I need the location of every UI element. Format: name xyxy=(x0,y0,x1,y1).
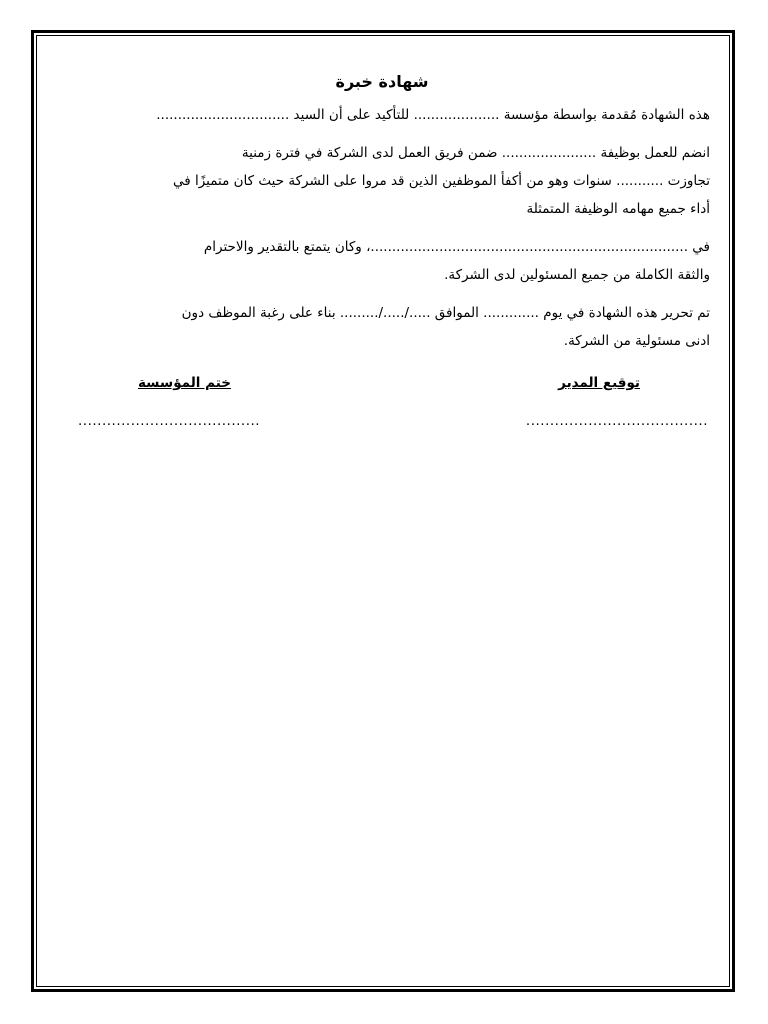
text-line: هذه الشهادة مُقدمة بواسطة مؤسسة .................... للتأكيد على أن السيد ............................... xyxy=(156,107,710,123)
company-stamp-line: ...................................... xyxy=(78,413,261,429)
manager-signature-label: توقيع المدير xyxy=(558,375,640,391)
text-line: تم تحرير هذه الشهادة في يوم ............. الموافق ...../...../......... بناء على رغبة الموظف دون xyxy=(181,305,710,321)
certificate-body xyxy=(54,60,710,439)
paragraph-employment xyxy=(54,139,710,223)
text-line: انضم للعمل بوظيفة ...................... ضمن فريق العمل لدى الشركة في فترة زمنية xyxy=(241,145,710,161)
text-line: أداء جميع مهامه الوظيفة المتمثلة xyxy=(526,201,710,217)
document-title: شهادة خبرة xyxy=(335,72,429,91)
manager-signature-line: ...................................... xyxy=(525,413,708,429)
company-stamp-label: ختم المؤسسة xyxy=(138,375,231,391)
text-line: تجاوزت ........... سنوات وهو من أكفأ الموظفين الذين قد مروا على الشركة حيث كان متميزًا في xyxy=(172,173,710,189)
signature-lines xyxy=(54,409,710,439)
text-line: في ..........................................................................، وكان يتمتع بالتقدير والاحترام xyxy=(203,239,710,255)
paragraph-role xyxy=(54,233,710,289)
text-line: ادنى مسئولية من الشركة. xyxy=(563,333,710,349)
signature-labels xyxy=(54,365,710,405)
paragraph-issuance xyxy=(54,299,710,355)
text-line: والثقة الكاملة من جميع المسئولين لدى الشركة. xyxy=(444,267,710,283)
paragraph-intro xyxy=(54,101,710,129)
